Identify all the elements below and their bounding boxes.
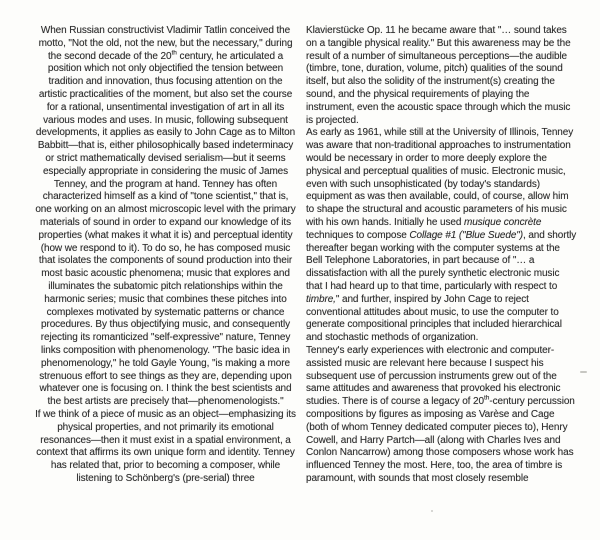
scan-artifact-dot <box>431 510 433 512</box>
paragraph <box>34 409 297 486</box>
text-segment: Klavierstücke Op. 11 he became aware that "… sound takes on a tangible physical reality." But this awareness may be the result of a number of simultaneous perceptions—the audible (timbre, tone, duration, volume, pitch) qualities of the sound itself, but also the solidity of the instrument(s) creating the sound, and the physical requirements of playing the instrument, even the acoustic space through which the music is projected. <box>306 25 571 126</box>
text-segment: , and shortly thereafter began working with the computer systems at the Bell Telephone Laboratories, in part because of "… a dissatisfaction with all the purely synthetic electronic music that I had heard up to that time, particularly with respect to <box>306 229 577 292</box>
text-segment-italic: Collage #1 ("Blue Suede") <box>409 229 523 241</box>
text-segment-italic: timbre, <box>306 293 336 305</box>
text-segment: -century percussion compositions by figures as imposing as Varèse and Cage (both of whom Tenney dedicated computer pieces to), Henry Cowell, and Harry Partch—all (along with Charles Ives and Conlon Nancarrow) among those composers whose work has influenced Tenney the most. Here, too, the area of timbre is paramount, with sounds that most closely resemble <box>306 396 575 484</box>
text-segment: When Russian constructivist Vladimir Tatlin conceived the motto, "Not the old, not the new, but the necessary," during the second decade of the 20 <box>38 25 293 62</box>
text-segment-sup: th <box>171 49 177 57</box>
text-column-right <box>306 25 578 486</box>
text-segment: Tenney's early experiences with electronic and computer-assisted music are relevant here because I suspect his subsequent use of percussion instruments grew out of the same attitudes and awareness that provoked his electronic studies. There is of course a legacy of 20 <box>306 344 561 408</box>
text-segment: If we think of a piece of music as an object—emphasizing its physical properties, and not primarily its emotional resonances—then it must exist in a spatial environment, a context that affirms its own unique form and identity. Tenney has related that, prior to becoming a composer, while listening to Schönberg's (pre-serial) three <box>35 408 296 484</box>
text-segment: As early as 1961, while still at the University of Illinois, Tenney was aware that non-traditional approaches to instrumentation would be necessary in order to more deeply explore the physical and perceptual qualities of music. Electronic music, even with such unsophisticated (by today's standards) equipment as was then available, could, of course, allow him to shape the structural and acoustic parameters of his music with his own hands. Initially he used <box>306 127 574 228</box>
text-segment: techniques to compose <box>306 229 410 241</box>
text-segment-italic: musique concrète <box>463 216 542 228</box>
text-segment: " and further, inspired by John Cage to reject conventional attitudes about music, to use the computer to generate compositional principles that included hierarchical and stochastic methods of organization. <box>306 293 562 344</box>
paragraph <box>34 25 297 409</box>
paragraph <box>306 345 578 486</box>
text-segment-sup: th <box>483 394 490 402</box>
text-segment: century, he articulated a position which not only objectified the tension between tradition and innovation, thus focusing attention on the artistic practicalities of the moment, but also set the course for a rational, unsentimental investigation of art in all its various modes and uses. In music, following subsequent developments, it applies as easily to John Cage as to Milton Babbitt—that is, either philosophically based indeterminacy or strict mathematically devised serialism—but it seems especially appropriate in considering the music of James Tenney, and the program at hand. Tenney has often characterized himself as a kind of "tone scientist," that is, one working on an almost microscopic level with the primary materials of sound in order to expand our knowledge of its properties (what makes it what it is) and perceptual identity (how we respond to it). To do so, he has composed music that isolates the components of sound production into their most basic acoustic phenomena; music that explores and illuminates the subatomic pitch relationships within the harmonic series; music that combines these pitches into complexes motivated by systematic patterns or chance procedures. By thus objectifying music, and consequently rejecting its romanticized "self-expressive" nature, Tenney links composition with phenomenology. "The basic idea in phenomenology," he told Gayle Young, "is making a more strenuous effort to see things as they are, depending upon whatever one is focusing on. I think the best scientists and the best artists are precisely that—phenomenologists." <box>35 50 296 408</box>
paragraph <box>306 25 578 127</box>
scan-artifact-dash <box>580 371 587 373</box>
text-column-left <box>34 25 297 486</box>
paragraph <box>306 127 578 345</box>
